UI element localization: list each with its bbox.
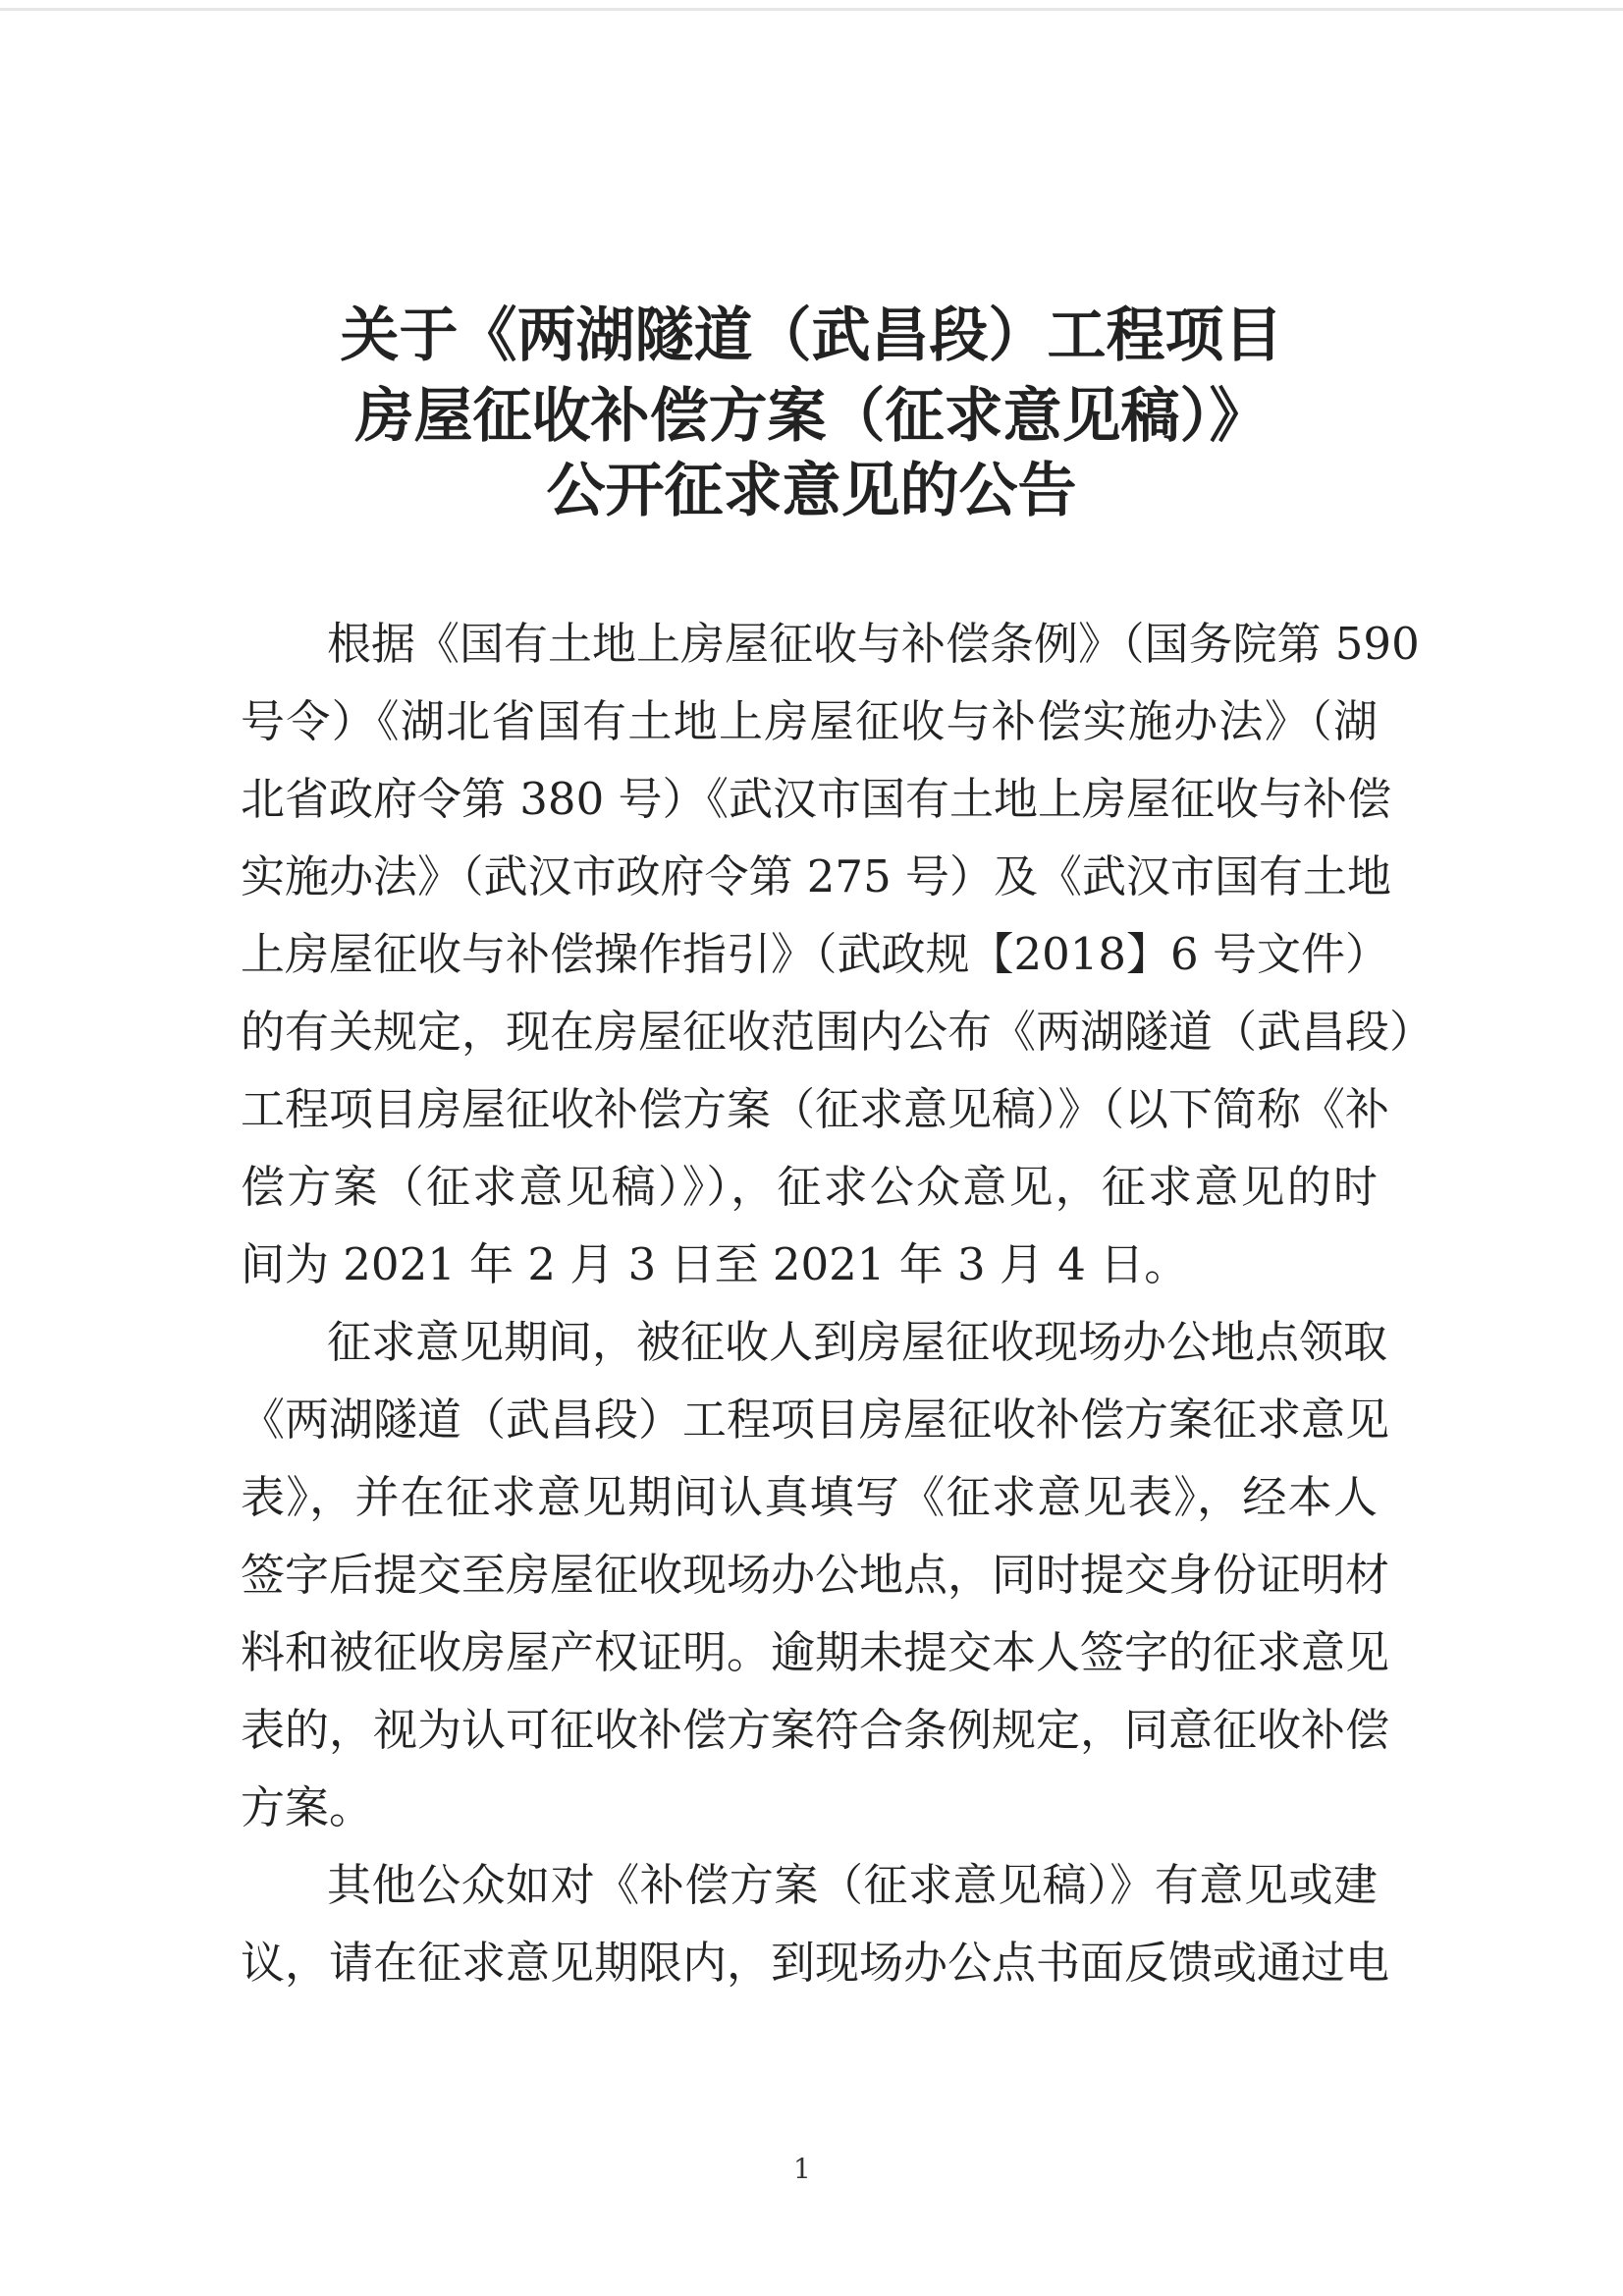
title-text: 房屋征收补偿方案（征求意见稿）》	[354, 382, 1269, 451]
body-line: 其他公众如对《补偿方案（征求意见稿）》有意见或建	[327, 1858, 1378, 1911]
title-text: 公开征求意见的公告	[546, 457, 1077, 525]
body-line: 料和被征收房屋产权证明。逾期未提交本人签字的征求意见	[241, 1625, 1390, 1678]
title-line-2	[0, 379, 1623, 454]
body-line: 《两湖隧道（武昌段）工程项目房屋征收补偿方案征求意见	[241, 1393, 1390, 1446]
body-line: 实施办法》（武汉市政府令第 275 号）及《武汉市国有土地	[241, 849, 1392, 902]
body-line: 上房屋征收与补偿操作指引》（武政规【2018】6 号文件）	[241, 927, 1389, 980]
title-line-1	[0, 299, 1623, 373]
body-line: 方案。	[241, 1780, 374, 1833]
body-line: 根据《国有土地上房屋征收与补偿条例》（国务院第 590	[327, 617, 1420, 670]
body-line: 征求意见期间，被征收人到房屋征收现场办公地点领取	[327, 1315, 1388, 1368]
body-line: 表》，并在征求意见期间认真填写《征求意见表》，经本人	[241, 1470, 1378, 1523]
body-line: 号令）《湖北省国有土地上房屋征收与补偿实施办法》（湖	[241, 694, 1378, 747]
page-number: 1	[793, 2153, 811, 2185]
body-line: 偿方案（征求意见稿）》），征求公众意见，征求意见的时	[241, 1160, 1378, 1213]
body-line: 工程项目房屋征收补偿方案（征求意见稿）》（以下简称《补	[241, 1082, 1390, 1135]
body-line: 的有关规定，现在房屋征收范围内公布《两湖隧道（武昌段）	[241, 1005, 1434, 1058]
title-text: 关于《两湖隧道（武昌段）工程项目	[340, 301, 1283, 370]
scan-edge-line	[0, 8, 1623, 11]
body-line: 议，请在征求意见期限内，到现场办公点书面反馈或通过电	[241, 1936, 1390, 1989]
body-line: 签字后提交至房屋征收现场办公地点，同时提交身份证明材	[241, 1548, 1390, 1601]
title-line-3	[0, 454, 1623, 528]
body-line: 表的，视为认可征收补偿方案符合条例规定，同意征收补偿	[241, 1703, 1390, 1756]
body-line: 北省政府令第 380 号）《武汉市国有土地上房屋征收与补偿	[241, 772, 1392, 825]
body-line: 间为 2021 年 2 月 3 日至 2021 年 3 月 4 日。	[241, 1237, 1189, 1290]
